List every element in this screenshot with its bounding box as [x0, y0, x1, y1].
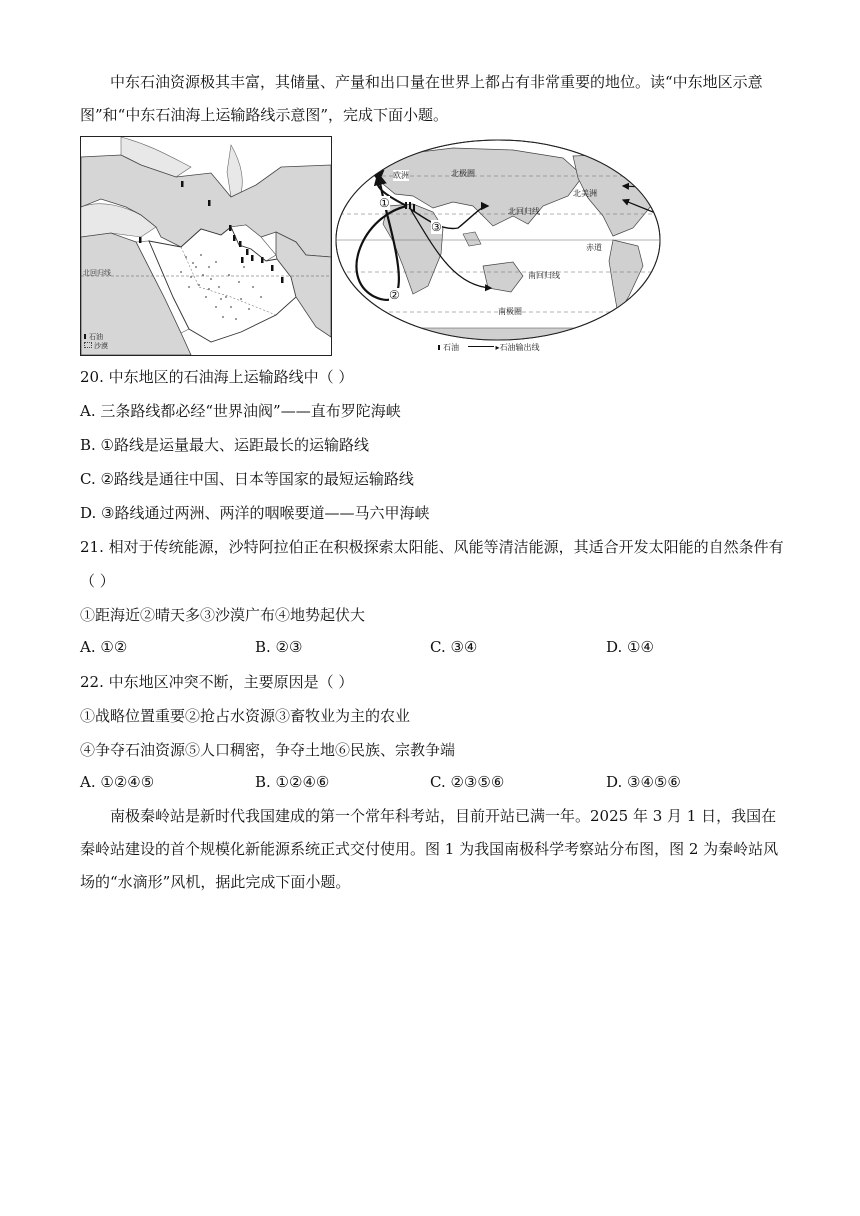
- label-tropic-of-cancer: 北回归线: [508, 207, 540, 216]
- q20-option-d: D. ③路线通过两洲、两洋的咽喉要道——马六甲海峡: [80, 504, 430, 522]
- q20-option-a: A. 三条路线都必经“世界油阀”——直布罗陀海峡: [80, 402, 401, 420]
- q22-items-line1: ①战略位置重要②抢占水资源③畜牧业为主的农业: [80, 707, 411, 725]
- q21-option-c: C. ③④: [430, 638, 478, 656]
- legend-oil-label: 石油: [443, 343, 459, 352]
- q22-items-line2: ④争夺石油资源⑤人口稠密，争夺土地⑥民族、宗教争端: [80, 741, 456, 759]
- intro-paragraph-2: 南极秦岭站是新时代我国建成的第一个常年科考站，目前开站已满一年。2025 年 3 月 1 日，我国在秦岭站建设的首个规模化新能源系统正式交付使用。图 1 为我国南极科学考察站分布图，图 2 为秦岭站风场的“水滴形”风机，据此完成下面小题。: [80, 807, 779, 891]
- route-arrow-icon: [468, 346, 494, 347]
- q21-stem-line1: 21. 相对于传统能源，沙特阿拉伯正在积极探索太阳能、风能等清洁能源，其适合开发太阳能的自然条件有: [80, 538, 784, 556]
- q22-option-d: D. ③④⑤⑥: [606, 773, 681, 791]
- oil-legend-icon: [438, 345, 440, 350]
- legend-oil-label: 石油: [89, 333, 103, 341]
- oil-route-world-map: [333, 136, 663, 356]
- left-map-legend: [84, 333, 108, 351]
- desert-legend-icon: [84, 342, 92, 348]
- right-map-legend: 石油 ▸石油输出线: [438, 342, 540, 353]
- middle-east-map-drawing: [81, 137, 331, 355]
- q21-option-b: B. ②③: [255, 638, 303, 656]
- label-route-2: ②: [389, 288, 400, 302]
- intro-paragraph-1: 中东石油资源极其丰富，其储量、产量和出口量在世界上都占有非常重要的地位。读“中东地区示意图”和“中东石油海上运输路线示意图”，完成下面小题。: [80, 73, 763, 124]
- oil-route-map-drawing: [333, 136, 663, 356]
- label-route-3: ③: [431, 220, 442, 234]
- q22-stem: 22. 中东地区冲突不断，主要原因是（ ）: [80, 673, 354, 691]
- label-antarctic-circle: 南极圈: [498, 307, 522, 316]
- tropic-of-cancer-label: 北回归线: [83, 269, 111, 277]
- label-arctic-circle: 北极圈: [451, 169, 475, 178]
- label-europe: 欧洲: [393, 171, 409, 180]
- label-equator: 赤道: [586, 243, 602, 252]
- label-north-america: 北美洲: [573, 189, 597, 198]
- legend-route-label: 石油输出线: [499, 343, 540, 352]
- q20-option-c: C. ②路线是通往中国、日本等国家的最短运输路线: [80, 470, 414, 488]
- q20-stem: 20. 中东地区的石油海上运输路线中（ ）: [80, 368, 354, 386]
- q21-option-d: D. ①④: [606, 638, 654, 656]
- q22-option-a: A. ①②④⑤: [80, 773, 155, 791]
- label-tropic-of-capricorn: 南回归线: [528, 271, 560, 280]
- q22-option-c: C. ②③⑤⑥: [430, 773, 505, 791]
- q21-stem-line2: （ ）: [80, 572, 115, 590]
- oil-legend-icon: [84, 334, 86, 339]
- legend-desert-label: 沙漠: [94, 342, 108, 350]
- q21-items: ①距海近②晴天多③沙漠广布④地势起伏大: [80, 606, 366, 624]
- middle-east-map: [80, 136, 332, 356]
- label-route-1: ①: [379, 196, 390, 210]
- q21-option-a: A. ①②: [80, 638, 128, 656]
- q22-option-b: B. ①②④⑥: [255, 773, 330, 791]
- q20-option-b: B. ①路线是运量最大、运距最长的运输路线: [80, 436, 370, 454]
